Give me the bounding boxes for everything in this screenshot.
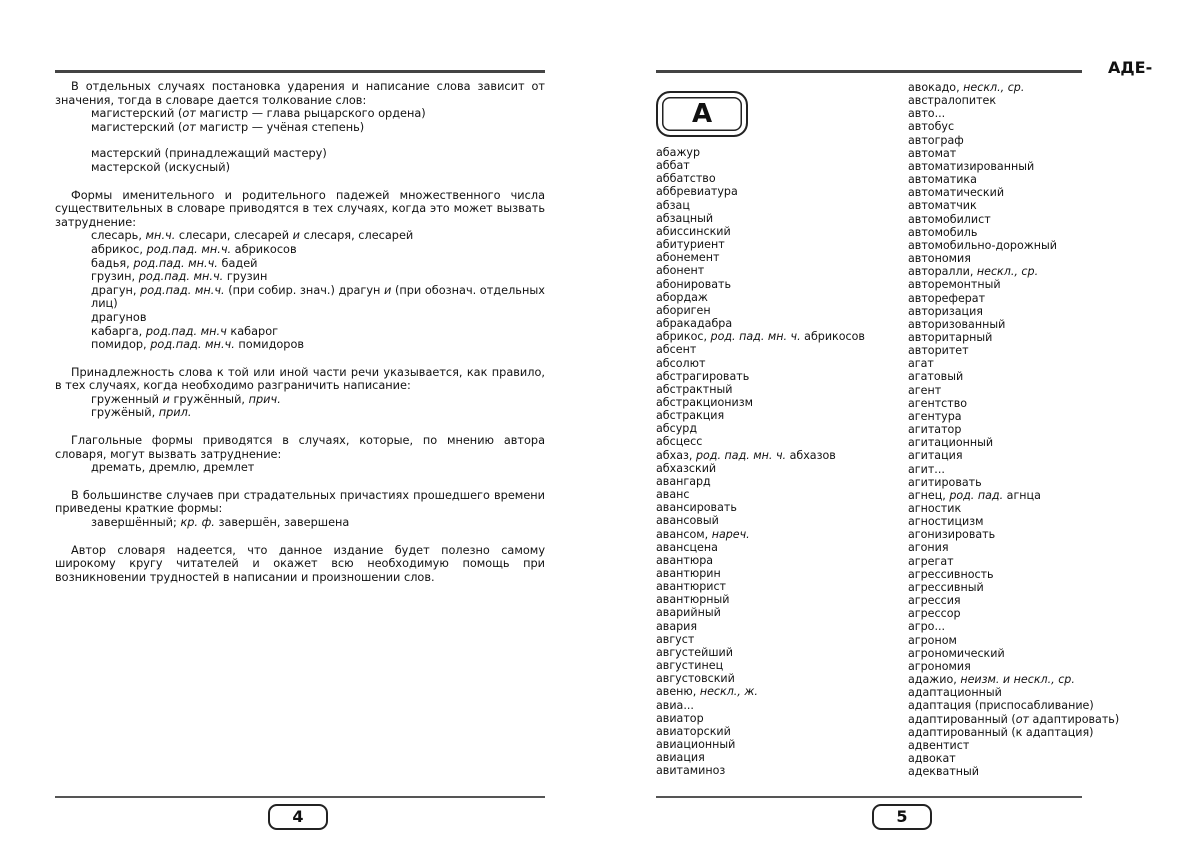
- dictionary-entry: авторизованный: [908, 317, 1006, 331]
- dictionary-entry: адаптационный: [908, 686, 1002, 700]
- example-line: драгунов: [91, 310, 147, 324]
- example-block: [55, 107, 545, 134]
- dictionary-entry: автобус: [908, 120, 955, 134]
- paragraph: В большинстве случаев при страдательных причастиях прошедшего времени приведены краткие формы:: [55, 488, 545, 516]
- dictionary-entry: абсурд: [656, 422, 698, 436]
- dictionary-entry: абажур: [656, 146, 701, 159]
- dictionary-entry: автономия: [908, 252, 971, 266]
- dictionary-entry: агрономический: [908, 646, 1005, 660]
- left-page-body: [55, 80, 545, 584]
- dictionary-entry: абзац: [656, 198, 690, 212]
- dictionary-entry: авитаминоз: [656, 764, 726, 778]
- dictionary-entry: агнец, род. пад. агнца: [908, 488, 1041, 502]
- example-line: дремать, дремлю, дремлет: [91, 461, 255, 475]
- dictionary-entry: агитировать: [908, 475, 982, 489]
- paragraph: Принадлежность слова к той или иной части речи указывается, как правило, в тех случаях, когда необходимо разграничить написание:: [55, 365, 545, 393]
- paragraph: В отдельных случаях постановка ударения и написание слова зависит от значения, тогда в словаре дается толкование слов:: [55, 80, 545, 107]
- dictionary-entry: агностик: [908, 502, 962, 515]
- dictionary-entry: авиация: [656, 751, 705, 765]
- example-line: слесарь, мн.ч. слесари, слесарей и слесаря, слесарей: [91, 229, 414, 243]
- dictionary-column-1: [656, 146, 865, 778]
- dictionary-entry: абзацный: [656, 211, 714, 225]
- dictionary-entry: агентура: [908, 409, 962, 423]
- dictionary-entry: абстрагировать: [656, 369, 750, 383]
- dictionary-entry: авторитарный: [908, 330, 993, 344]
- dictionary-entry: абстракция: [656, 409, 725, 423]
- dictionary-entry: автомобильно-дорожный: [908, 238, 1057, 252]
- dictionary-entry: агрессия: [908, 594, 961, 608]
- example-line: помидор, род.пад. мн.ч. помидоров: [91, 338, 305, 352]
- dictionary-entry: авторитет: [908, 344, 969, 358]
- example-line: бадья, род.пад. мн.ч. бадей: [91, 256, 258, 270]
- example-line: завершённый; кр. ф. завершён, завершена: [91, 516, 350, 530]
- example-block: [55, 229, 545, 351]
- dictionary-entry: август: [656, 632, 695, 646]
- dictionary-entry: авторизация: [908, 304, 983, 318]
- dictionary-entry: агитатор: [908, 423, 962, 437]
- example-line: кабарга, род.пад. мн.ч кабарог: [91, 324, 279, 338]
- dictionary-entry: агат: [908, 357, 934, 371]
- page-number-right: 5: [872, 804, 932, 830]
- right-bottom-rule: [656, 796, 1082, 798]
- dictionary-entry: аванс: [656, 488, 690, 502]
- dictionary-entry: абориген: [656, 303, 711, 317]
- dictionary-entry: агатовый: [908, 370, 964, 384]
- dictionary-entry: авансировать: [656, 501, 737, 515]
- dictionary-entry: авеню, нескл., ж.: [656, 685, 758, 699]
- dictionary-entry: абхазский: [656, 461, 717, 475]
- paragraph: Глагольные формы приводятся в случаях, которые, по мнению автора словаря, могут вызвать затруднение:: [55, 434, 545, 461]
- dictionary-entry: агит...: [908, 462, 945, 476]
- example-line: гружёный, прил.: [91, 406, 192, 420]
- dictionary-entry: авиа...: [656, 698, 694, 712]
- dictionary-entry: адекватный: [908, 765, 980, 779]
- dictionary-entry: абордаж: [656, 290, 708, 304]
- right-top-rule: [656, 70, 1082, 73]
- example-line: драгун, род.пад. мн.ч. (при собир. знач.) драгун и (при обознач. отдельных лиц): [91, 283, 545, 311]
- dictionary-entry: авиатор: [656, 711, 704, 725]
- running-head: АДЕ-: [1108, 58, 1153, 77]
- dictionary-entry: авто...: [908, 107, 946, 121]
- dictionary-entry: австралопитек: [908, 94, 997, 108]
- dictionary-entry: авторалли, нескл., ср.: [908, 265, 1039, 279]
- example-line: магистерский (от магистр — учёная степень): [91, 120, 365, 134]
- dictionary-entry: аббатство: [656, 172, 716, 186]
- dictionary-entry: автоматический: [908, 186, 1005, 200]
- dictionary-entry: авиационный: [656, 738, 736, 752]
- dictionary-entry: абитуриент: [656, 238, 725, 252]
- dictionary-entry: агентство: [908, 396, 968, 410]
- dictionary-entry: автоматчик: [908, 199, 977, 213]
- dictionary-entry: авангард: [656, 474, 711, 488]
- dictionary-entry: абстрактный: [656, 382, 733, 396]
- dictionary-entry: августейший: [656, 645, 733, 659]
- left-bottom-rule: [55, 796, 545, 798]
- dictionary-entry: абстракционизм: [656, 395, 754, 409]
- dictionary-entry: абсент: [656, 343, 697, 357]
- example-line: абрикос, род.пад. мн.ч. абрикосов: [91, 242, 297, 256]
- dictionary-entry: агрономия: [908, 659, 971, 673]
- dictionary-entry: абхаз, род. пад. мн. ч. абхазов: [656, 448, 836, 462]
- dictionary-entry: агрессор: [908, 607, 961, 621]
- page-number-left: 4: [268, 804, 328, 830]
- dictionary-entry: автоматика: [908, 173, 977, 187]
- dictionary-entry: автомат: [908, 146, 957, 160]
- dictionary-entry: агро...: [908, 620, 946, 634]
- dictionary-entry: агностицизм: [908, 515, 984, 529]
- left-top-rule: [55, 70, 545, 73]
- dictionary-entry: авантюрист: [656, 580, 727, 594]
- example-line: груженный и гружённый, прич.: [91, 392, 281, 406]
- dictionary-entry: абсолют: [656, 356, 706, 370]
- example-line: мастерский (принадлежащий мастеру): [91, 147, 327, 161]
- dictionary-entry: автореферат: [908, 291, 986, 305]
- dictionary-entry: авансом, нареч.: [656, 527, 750, 541]
- dictionary-entry: августинец: [656, 659, 724, 673]
- dictionary-entry: авторемонтный: [908, 278, 1001, 292]
- section-letter-box: А: [656, 91, 748, 137]
- example-block: [55, 393, 545, 420]
- dictionary-entry: агитация: [908, 449, 963, 463]
- dictionary-entry: агент: [908, 383, 942, 397]
- dictionary-entry: авиаторский: [656, 724, 731, 738]
- dictionary-entry: агроном: [908, 633, 957, 647]
- dictionary-entry: авантюра: [656, 553, 714, 567]
- dictionary-entry: агитационный: [908, 436, 994, 450]
- dictionary-entry: агрессивный: [908, 580, 984, 594]
- dictionary-entry: агрегат: [908, 554, 954, 568]
- dictionary-entry: автограф: [908, 133, 964, 147]
- example-block: [55, 516, 545, 530]
- dictionary-entry: авокадо, нескл., ср.: [908, 81, 1025, 94]
- dictionary-entry: автоматизированный: [908, 159, 1035, 173]
- dictionary-column-2: [908, 81, 1119, 778]
- dictionary-entry: абонемент: [656, 251, 720, 265]
- dictionary-entry: агонизировать: [908, 528, 996, 542]
- dictionary-entry: агрессивность: [908, 567, 994, 581]
- dictionary-entry: авантюрный: [656, 593, 730, 607]
- dictionary-entry: адаптация (приспосабливание): [908, 699, 1094, 713]
- dictionary-entry: абиссинский: [656, 224, 731, 238]
- dictionary-entry: агония: [908, 541, 949, 555]
- dictionary-entry: адвокат: [908, 751, 956, 765]
- example-block: [55, 461, 545, 475]
- dictionary-entry: авантюрин: [656, 567, 721, 580]
- example-line: мастерской (искусный): [91, 160, 230, 174]
- dictionary-entry: августовский: [656, 672, 735, 686]
- dictionary-entry: авансцена: [656, 540, 718, 554]
- example-line: грузин, род.пад. мн.ч. грузин: [91, 270, 268, 284]
- dictionary-entry: аббревиатура: [656, 185, 738, 199]
- dictionary-entry: абонент: [656, 264, 705, 278]
- dictionary-entry: адаптированный (к адаптация): [908, 725, 1094, 739]
- dictionary-entry: аварийный: [656, 606, 721, 620]
- example-line: магистерский (от магистр — глава рыцарского ордена): [91, 107, 426, 121]
- dictionary-entry: адаптированный (от адаптировать): [908, 712, 1120, 726]
- example-block: [55, 147, 545, 174]
- dictionary-entry: авансовый: [656, 514, 719, 528]
- paragraph: Формы именительного и родительного падежей множественного числа существительных в словаре приводятся в тех случаях, когда это может вызвать затруднение:: [55, 188, 545, 229]
- dictionary-entry: автомобиль: [908, 225, 978, 239]
- dictionary-entry: абракадабра: [656, 317, 733, 331]
- dictionary-entry: адвентист: [908, 738, 970, 752]
- dictionary-entry: аббат: [656, 159, 690, 173]
- dictionary-entry: абрикос, род. пад. мн. ч. абрикосов: [656, 330, 865, 344]
- dictionary-entry: адажио, неизм. и нескл., ср.: [908, 673, 1075, 687]
- dictionary-entry: абонировать: [656, 277, 732, 291]
- paragraph: Автор словаря надеется, что данное издание будет полезно самому широкому кругу читателей и окажет всю необходимую помощь при возникновении трудностей в написании и произношении слов.: [55, 543, 545, 584]
- dictionary-entry: автомобилист: [908, 212, 991, 226]
- dictionary-entry: авария: [656, 619, 698, 633]
- dictionary-entry: абсцесс: [656, 435, 703, 449]
